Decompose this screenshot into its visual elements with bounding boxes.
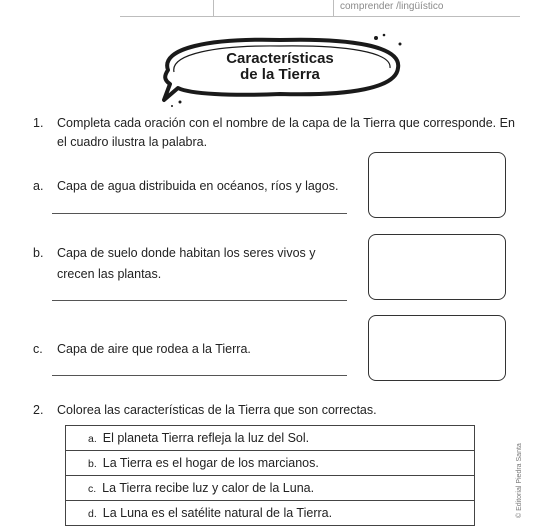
option-row[interactable]: [66, 501, 475, 526]
item-c-letter: c.: [33, 342, 43, 356]
option-letter: b.: [88, 458, 97, 470]
item-b-text-cont: crecen las plantas.: [57, 267, 162, 281]
option-row[interactable]: [66, 426, 475, 451]
option-row[interactable]: [66, 451, 475, 476]
header-rule: [120, 0, 520, 17]
item-a-answer-line[interactable]: [52, 213, 347, 214]
item-c-answer-line[interactable]: [52, 375, 347, 376]
item-a-illustration-box[interactable]: [368, 152, 506, 218]
title-line-1: Características: [226, 50, 334, 67]
header-divider: [213, 0, 214, 16]
option-letter: c.: [88, 483, 97, 495]
page-title: [200, 51, 360, 83]
option-text: El planeta Tierra refleja la luz del Sol.: [102, 431, 310, 445]
item-b-answer-line[interactable]: [52, 300, 347, 301]
options-table: [65, 425, 475, 526]
item-b-text: Capa de suelo donde habitan los seres vivos y: [57, 246, 316, 260]
question-1-number: 1.: [33, 116, 44, 130]
question-2-number: 2.: [33, 403, 44, 417]
item-a-letter: a.: [33, 179, 44, 193]
item-c-text: Capa de aire que rodea a la Tierra.: [57, 342, 251, 356]
item-b-illustration-box[interactable]: [368, 234, 506, 300]
item-c-illustration-box[interactable]: [368, 315, 506, 381]
question-1-prompt: Completa cada oración con el nombre de la capa de la Tierra que corresponde. En: [57, 116, 515, 130]
item-a-text: Capa de agua distribuida en océanos, ríos y lagos.: [57, 179, 339, 193]
option-letter: a.: [88, 433, 97, 445]
option-letter: d.: [88, 508, 97, 520]
option-text: La Tierra es el hogar de los marcianos.: [102, 456, 319, 470]
title-line-2: de la Tierra: [240, 66, 320, 83]
item-b-letter: b.: [33, 246, 44, 260]
question-2-prompt: Colorea las características de la Tierra que son correctas.: [57, 403, 377, 417]
question-1-prompt-cont: el cuadro ilustra la palabra.: [57, 135, 208, 149]
copyright-notice: © Editorial Piedra Santa: [516, 443, 523, 518]
header-divider: [333, 0, 334, 16]
option-row[interactable]: [66, 476, 475, 501]
option-text: La Tierra recibe luz y calor de la Luna.: [102, 481, 315, 495]
header-caption: comprender /lingüístico: [340, 1, 444, 12]
option-text: La Luna es el satélite natural de la Tierra.: [102, 506, 333, 520]
